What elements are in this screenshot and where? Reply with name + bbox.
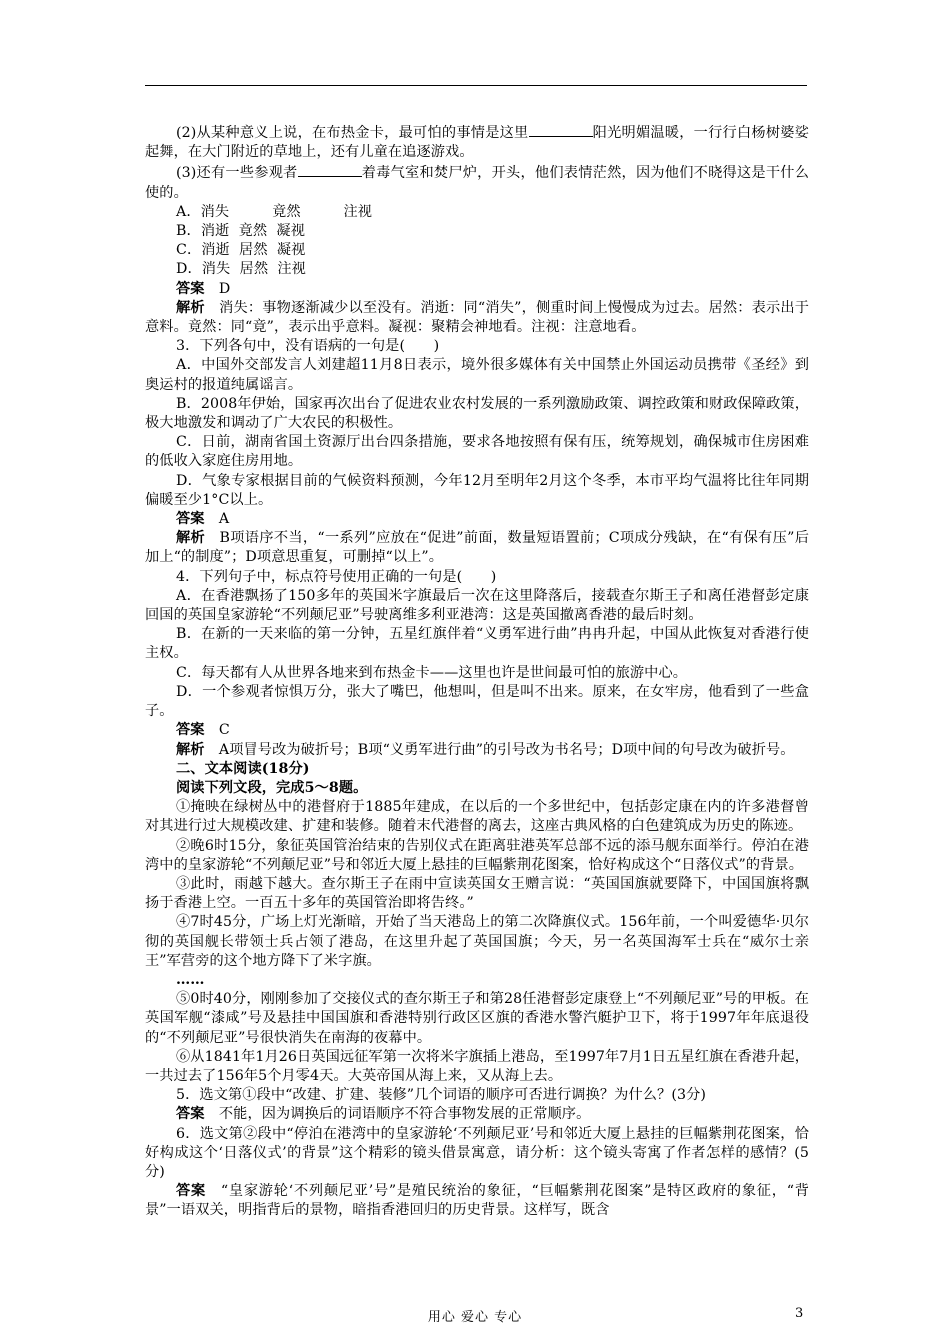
q2-answer: 答案 D — [176, 280, 231, 297]
page-number: 3 — [795, 1306, 804, 1321]
q4-analysis: 解析 A项冒号改为破折号；B项“义勇军进行曲”的引号改为书名号；D项中间的句号改为破折号。 — [176, 741, 795, 758]
q4-option-d: D．一个参观者惊惧万分，张大了嘴巴，他想叫，但是叫不出来。原来，在女牢房，他看到了一些盒子。 — [145, 683, 809, 720]
document-body — [145, 122, 809, 1221]
q2-option-d: D．消失 居然 注视 — [176, 261, 306, 278]
q3-answer: 答案 A — [176, 511, 230, 528]
q2-item-3: (3)还有一些参观者 着毒气室和焚尸炉，开头，他们表情茫然，因为他们不晓得这是干什么使的。 — [145, 162, 809, 202]
q6-answer: 答案 “皇家游轮‘不列颠尼亚’号”是殖民统治的象征，“巨幅紫荆花图案”是特区政府的象征，“背景”一语双关，明指背后的景物，暗指香港回归的历史背景。这样写，既含 — [145, 1183, 809, 1219]
passage-paragraph-4: ④7时45分，广场上灯光渐暗，开始了当天港岛上的第二次降旗仪式。156年前，一个叫爱德华·贝尔彻的英国舰长带领士兵占领了港岛，在这里升起了英国国旗；今天，另一名英国海军士兵在“威尔士亲王”军营旁的这个地方降下了米字旗。 — [145, 914, 809, 969]
footer-motto: 用心 爱心 专心 — [427, 1310, 523, 1325]
passage-paragraph-3: ③此时，雨越下越大。查尔斯王子在雨中宣读英国女王赠言说：“英国国旗就要降下，中国国旗将飘扬于香港上空。一百五十多年的英国管治即将告终。” — [145, 875, 809, 912]
passage-paragraph-6: ⑥从1841年1月26日英国远征军第一次将米字旗插上港岛，至1997年7月1日五星红旗在香港升起，一共过去了156年5个月零4天。大英帝国从海上来，又从海上去。 — [145, 1048, 809, 1084]
fill-blank — [298, 162, 362, 177]
fill-blank — [529, 122, 593, 137]
q2-option-c: C．消逝 居然 凝视 — [176, 242, 306, 259]
q2-item-2: (2)从某种意义上说，在布热金卡，最可怕的事情是这里 阳光明媚温暖，一行行白杨树婆娑起舞，在大门附近的草地上，还有儿童在追逐游戏。 — [145, 122, 809, 162]
q5-answer: 答案 不能，因为调换后的词语顺序不符合事物发展的正常顺序。 — [176, 1106, 591, 1123]
q3-option-a: A．中国外交部发言人刘建超11月8日表示，境外很多媒体有关中国禁止外国运动员携带《圣经》到奥运村的报道纯属谣言。 — [145, 357, 809, 393]
q3-option-d: D．气象专家根据目前的气候资料预测，今年12月至明年2月这个冬季，本市平均气温将比往年同期偏暖至少1°C以上。 — [145, 472, 809, 508]
passage-paragraph-2: ②晚6时15分，象征英国管治结束的告别仪式在距离驻港英军总部不远的添马舰东面举行。停泊在港湾中的皇家游轮“不列颠尼亚”号和邻近大厦上悬挂的巨幅紫荆花图案，恰好构成这个“日落仪式”的背景。 — [145, 837, 809, 873]
header-rule — [145, 85, 807, 86]
q4-option-a: A．在香港飘扬了150多年的英国米字旗最后一次在这里降落后，接载查尔斯王子和离任港督彭定康回国的英国皇家游轮“不列颠尼亚”号驶离维多利亚港湾：这是英国撤离香港的最后时刻。 — [145, 587, 809, 624]
passage-paragraph-1: ①掩映在绿树丛中的港督府于1885年建成，在以后的一个多世纪中，包括彭定康在内的许多港督曾对其进行过大规模改建、扩建和装修。随着末代港督的离去，这座古典风格的白色建筑成为历史的陈迹。 — [145, 799, 809, 835]
reading-instruction: 阅读下列文段，完成5～8题。 — [176, 779, 368, 796]
q5-stem: 5．选文第①段中“改建、扩建、装修”几个词语的顺序可否进行调换？为什么？(3分) — [176, 1087, 707, 1104]
q4-option-b: B．在新的一天来临的第一分钟，五星红旗伴着“义勇军进行曲”冉冉升起，中国从此恢复对香港行使主权。 — [145, 626, 809, 662]
q2-analysis: 解析 消失：事物逐渐减少以至没有。消逝：同“消失”，侧重时间上慢慢成为过去。居然：表示出于意料。竟然：同“竟”，表示出乎意料。凝视：聚精会神地看。注视：注意地看。 — [145, 299, 810, 336]
q2-option-a: A．消失 竟然 注视 — [176, 203, 373, 220]
q3-stem: 3．下列各句中，没有语病的一句是( ) — [176, 338, 440, 355]
passage-ellipsis: …… — [176, 971, 205, 988]
q2-option-b: B．消逝 竟然 凝视 — [176, 223, 305, 240]
q4-stem: 4．下列句子中，标点符号使用正确的一句是( ) — [176, 568, 497, 585]
passage-paragraph-5: ⑤0时40分，刚刚参加了交接仪式的查尔斯王子和第28任港督彭定康登上“不列颠尼亚”号的甲板。在英国军舰“漆咸”号及悬挂中国国旗和香港特别行政区区旗的香港水警汽艇护卫下，将于1997年年底退役的“不列颠尼亚”号很快消失在南海的夜幕中。 — [145, 991, 809, 1046]
q3-option-b: B．2008年伊始，国家再次出台了促进农业农村发展的一系列激励政策、调控政策和财政保障政策，极大地激发和调动了广大农民的积极性。 — [145, 395, 809, 432]
q3-option-c: C．日前，湖南省国土资源厅出台四条措施，要求各地按照有保有压，统筹规划，确保城市住房困难的低收入家庭住房用地。 — [145, 434, 809, 470]
q6-stem: 6．选文第②段中“停泊在港湾中的皇家游轮‘不列颠尼亚’号和邻近大厦上悬挂的巨幅紫荆花图案，恰好构成这个‘日落仪式’的背景”这个精彩的镜头借景寓意，请分析：这个镜头寄寓了作者怎样的感情？(5分) — [145, 1125, 809, 1180]
section-heading: 二、文本阅读(18分) — [176, 760, 310, 777]
q4-option-c: C．每天都有人从世界各地来到布热金卡——这里也许是世间最可怕的旅游中心。 — [176, 664, 688, 681]
q3-analysis: 解析 B项语序不当，“一系列”应放在“促进”前面，数量短语置前；C项成分残缺，在“有保有压”后加上“的制度”；D项意思重复，可删掉“以上”。 — [145, 530, 809, 566]
q4-answer: 答案 C — [176, 722, 230, 739]
